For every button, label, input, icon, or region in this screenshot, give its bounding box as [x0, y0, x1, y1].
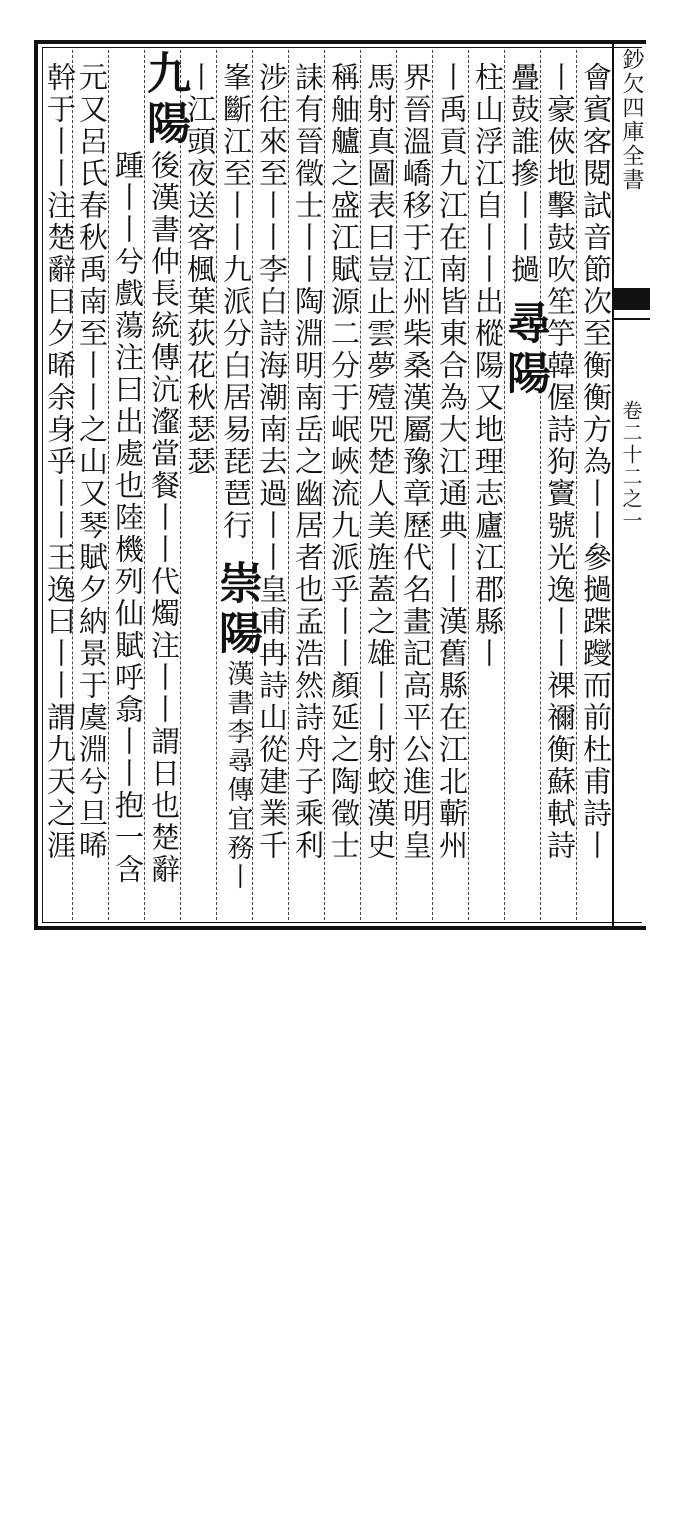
text-column: 漢書李尋傳宜務丨	[223, 660, 253, 892]
text-column: 疊鼓誰摻丨丨撾	[507, 62, 541, 286]
text-column: 馬射真圖表曰豈止雲夢殪兕楚人美旌蓋之雄丨丨射蛟漢史	[363, 62, 397, 862]
text-column: 稱舳艫之盛江賦源二分于岷峽流九派乎丨丨顏延之陶徵士	[327, 62, 361, 862]
text-column: 柱山浮江自丨丨出樅陽又地理志廬江郡縣丨	[471, 62, 505, 670]
text-column: 誄有晉徵士丨丨陶淵明南岳之幽居者也孟浩然詩舟子乘利	[291, 62, 325, 862]
text-column: 元又呂氏春秋禹南至丨丨之山又琴賦夕納景于虞淵兮旦晞	[75, 62, 109, 862]
margin-volume-number: 卷二十二之一	[619, 400, 643, 532]
fish-tail-mark	[612, 288, 650, 310]
text-column: 丨禹貢九江在南皆東合為大江通典丨丨漢舊縣在江北蘄州	[435, 62, 469, 862]
text-column: 踵丨丨兮戲蕩注曰出處也陸機列仙賦呼翕丨丨抱一含	[111, 150, 145, 886]
headword-xunyang: 尋陽	[499, 300, 550, 400]
text-column: 涉往來至丨丨李白詩海潮南去過丨丨皇甫冉詩山從建業千	[255, 62, 289, 862]
text-column: 丨豪俠地擊鼓吹笙竽韓偓詩狗竇號光逸丨丨祼禰衡蘇軾詩	[543, 62, 577, 862]
text-column: 峯斷江至丨丨九派分白居易琵琶行	[219, 62, 253, 542]
headword-chongyang: 崇陽	[211, 560, 262, 660]
text-column: 幹于丨丨注楚辭曰夕晞余身乎丨丨王逸曰丨丨謂九天之涯	[43, 62, 77, 862]
text-column: 界晉溫嶠移于江州柴桑漢屬豫章歷代名畫記高平公進明皇	[399, 62, 433, 862]
entry-xunyang	[499, 300, 550, 1156]
headword-jiuyang: 九陽	[139, 50, 190, 150]
text-column: 後漢書仲長統傳沆瀣當餐丨丨代燭注丨丨謂日也楚辭	[147, 150, 181, 886]
text-column: 丨江頭夜送客楓葉荻花秋瑟瑟	[183, 62, 217, 478]
text-column: 會賓客閱試音節次至衡衡方為丨丨參撾蹀躞而前杜甫詩丨	[579, 62, 613, 862]
margin-book-title: 鈔欠四庫全書	[619, 48, 644, 192]
fish-tail-line	[612, 318, 650, 320]
